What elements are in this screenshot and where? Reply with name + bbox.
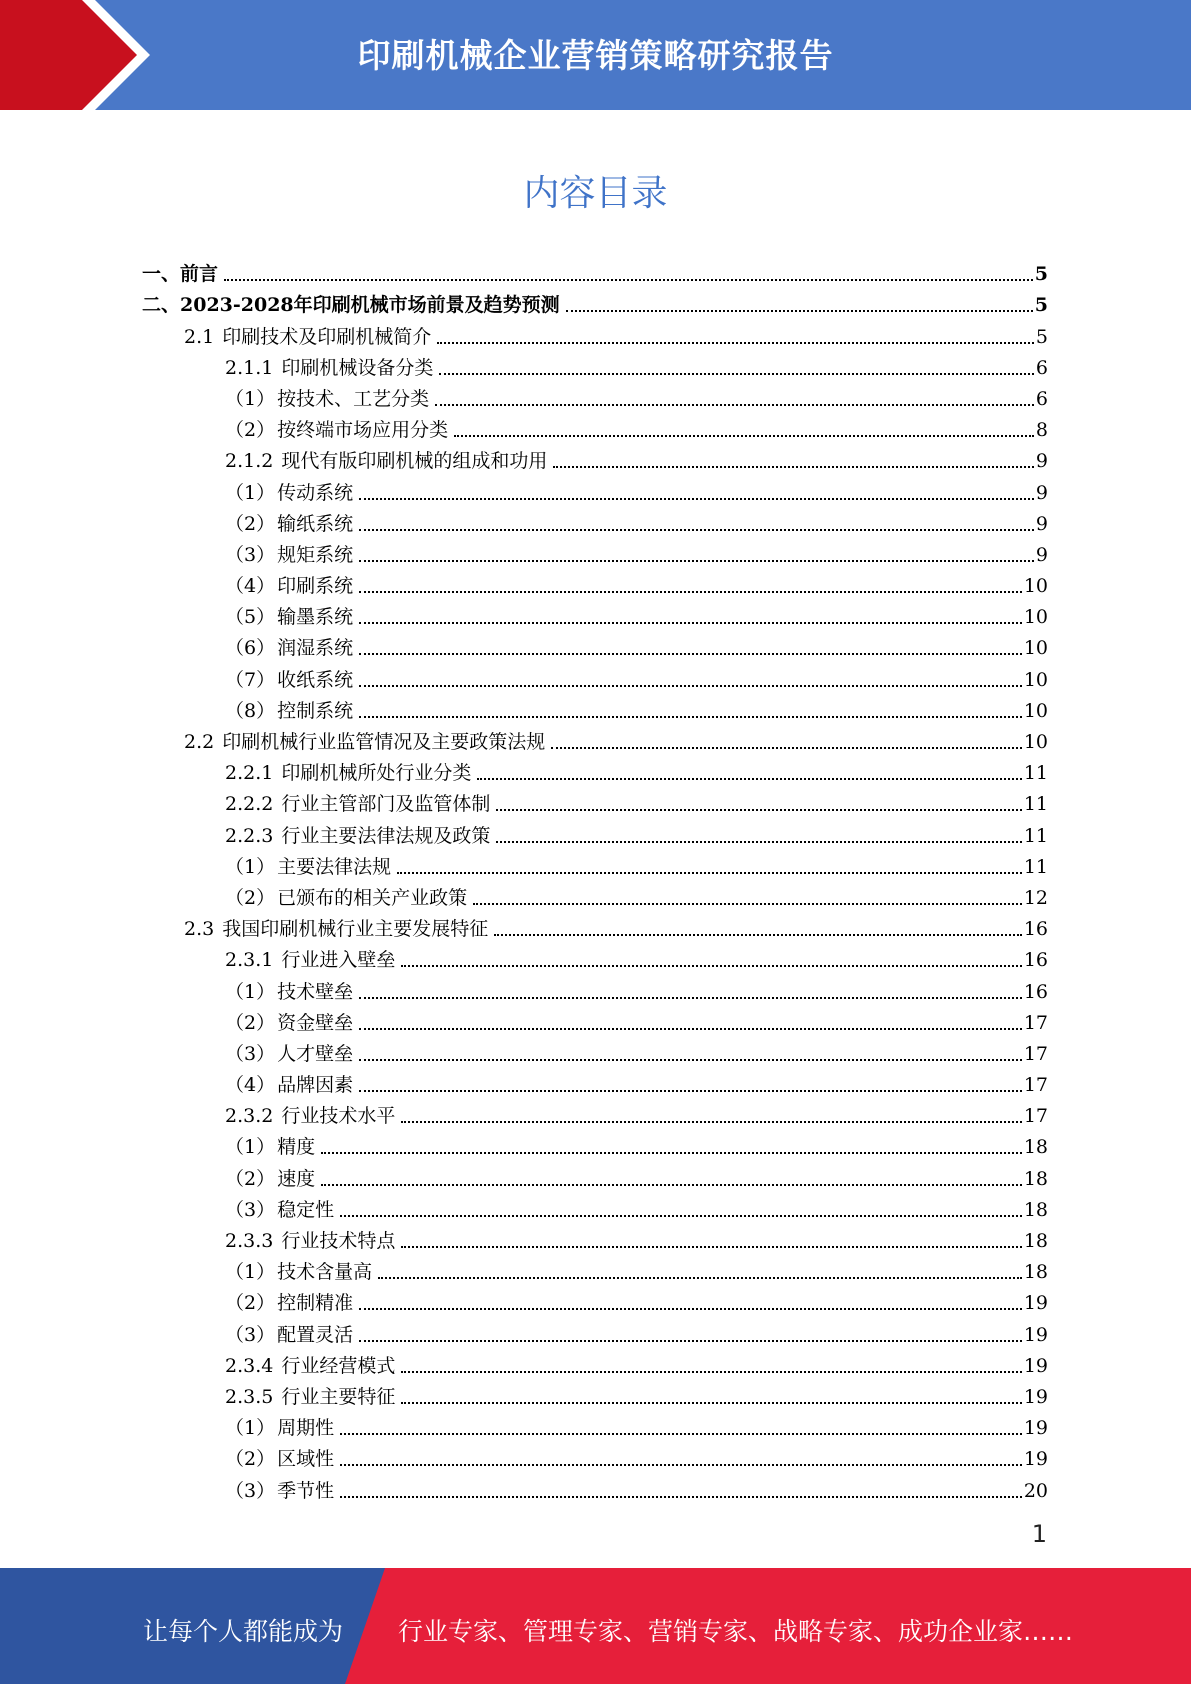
toc-entry-title: 按终端市场应用分类	[277, 419, 449, 442]
toc-entry[interactable]	[142, 1284, 1048, 1315]
toc-dot-leader	[439, 373, 1034, 375]
toc-entry-title: 主要法律法规	[277, 855, 392, 878]
toc-entry[interactable]	[142, 723, 1048, 754]
toc-entry-page: 10	[1023, 699, 1048, 722]
toc-entry[interactable]	[142, 879, 1048, 910]
page-header	[0, 0, 1191, 110]
toc-entry-page: 9	[1035, 481, 1048, 504]
toc-entry-title: 技术壁垒	[277, 980, 354, 1003]
toc-dot-leader	[359, 591, 1022, 593]
toc-entry[interactable]	[142, 349, 1048, 380]
toc-entry-page: 11	[1023, 855, 1048, 878]
toc-dot-leader	[359, 560, 1034, 562]
toc-dot-leader	[435, 404, 1034, 406]
toc-entry-page: 19	[1023, 1417, 1048, 1440]
toc-entry-number: （2）	[225, 1011, 276, 1034]
toc-entry-page: 11	[1023, 824, 1048, 847]
toc-dot-leader	[340, 1433, 1022, 1435]
toc-dot-leader	[401, 965, 1021, 967]
toc-dot-leader	[437, 342, 1034, 344]
toc-entry[interactable]	[142, 941, 1048, 972]
toc-entry[interactable]	[142, 411, 1048, 442]
toc-entry-title: 印刷系统	[277, 575, 354, 598]
toc-entry[interactable]	[142, 1315, 1048, 1346]
toc-entry-page: 17	[1023, 1011, 1048, 1034]
toc-entry-number: （3）	[225, 543, 276, 566]
toc-entry-page: 18	[1023, 1261, 1048, 1284]
toc-entry[interactable]	[142, 1066, 1048, 1097]
toc-dot-leader	[359, 1308, 1022, 1310]
toc-entry-title: 润湿系统	[277, 637, 354, 660]
toc-entry-title: 稳定性	[277, 1198, 335, 1221]
toc-entry-page: 18	[1023, 1136, 1048, 1159]
toc-entry-number: （7）	[225, 668, 276, 691]
toc-entry[interactable]	[142, 255, 1048, 286]
toc-entry-title: 已颁布的相关产业政策	[277, 886, 468, 909]
toc-dot-leader	[340, 1464, 1022, 1466]
toc-entry-page: 10	[1023, 668, 1048, 691]
table-of-contents	[142, 255, 1048, 1503]
toc-dot-leader	[401, 1402, 1021, 1404]
toc-entry[interactable]	[142, 848, 1048, 879]
toc-entry-number: （3）	[225, 1042, 276, 1065]
toc-entry-title: 印刷技术及印刷机械简介	[222, 325, 432, 348]
toc-entry-number: 2.1	[184, 325, 215, 348]
toc-entry-number: 2.3.5	[225, 1385, 274, 1408]
toc-dot-leader	[401, 1121, 1021, 1123]
toc-entry[interactable]	[142, 1222, 1048, 1253]
toc-entry-page: 20	[1023, 1479, 1048, 1502]
toc-entry-title: 区域性	[277, 1448, 335, 1471]
toc-entry[interactable]	[142, 816, 1048, 847]
toc-entry-title: 现代有版印刷机械的组成和功用	[281, 450, 548, 473]
toc-entry[interactable]	[142, 692, 1048, 723]
toc-dot-leader	[551, 747, 1022, 749]
toc-entry[interactable]	[142, 317, 1048, 348]
toc-entry[interactable]	[142, 1378, 1048, 1409]
toc-dot-leader	[359, 653, 1022, 655]
toc-entry-number: 2.3	[184, 918, 215, 941]
toc-entry-page: 5	[1034, 294, 1048, 317]
toc-entry-title: 精度	[277, 1136, 316, 1159]
toc-entry-title: 二、2023-2028年印刷机械市场前景及趋势预测	[142, 294, 560, 317]
toc-entry-page: 18	[1023, 1198, 1048, 1221]
toc-entry-page: 19	[1023, 1292, 1048, 1315]
toc-entry-page: 19	[1023, 1323, 1048, 1346]
footer-slogan-left: 让每个人都能成为	[143, 1617, 344, 1646]
toc-entry-number: （1）	[225, 1136, 276, 1159]
toc-entry-title: 传动系统	[277, 481, 354, 504]
toc-entry-page: 8	[1035, 419, 1048, 442]
toc-entry-page: 19	[1023, 1448, 1048, 1471]
toc-entry[interactable]	[142, 754, 1048, 785]
toc-dot-leader	[321, 1152, 1022, 1154]
toc-entry-number: （1）	[225, 980, 276, 1003]
toc-entry-title: 控制系统	[277, 699, 354, 722]
toc-entry-number: 2.1.1	[225, 356, 274, 379]
toc-entry-number: （8）	[225, 699, 276, 722]
toc-entry-number: （3）	[225, 1479, 276, 1502]
toc-entry-title: 印刷机械设备分类	[281, 356, 434, 379]
toc-entry-number: 2.2.3	[225, 824, 274, 847]
toc-entry-title: 技术含量高	[277, 1261, 373, 1284]
toc-entry-title: 品牌因素	[277, 1074, 354, 1097]
toc-dot-leader	[359, 529, 1034, 531]
toc-dot-leader	[477, 778, 1021, 780]
toc-entry[interactable]	[142, 1440, 1048, 1471]
toc-entry-page: 10	[1023, 575, 1048, 598]
toc-entry-number: 2.1.2	[225, 450, 274, 473]
report-title: 印刷机械企业营销策略研究报告	[357, 36, 834, 75]
toc-entry-title: 行业主要法律法规及政策	[281, 824, 491, 847]
toc-dot-leader	[340, 1215, 1022, 1217]
toc-entry-title: 行业主管部门及监管体制	[281, 793, 491, 816]
toc-entry-number: （3）	[225, 1198, 276, 1221]
toc-entry-number: （5）	[225, 606, 276, 629]
toc-entry-page: 5	[1035, 325, 1048, 348]
toc-entry-title: 输纸系统	[277, 512, 354, 535]
toc-entry-number: （2）	[225, 1292, 276, 1315]
toc-entry[interactable]	[142, 1471, 1048, 1502]
toc-dot-leader	[321, 1184, 1022, 1186]
toc-entry-title: 规矩系统	[277, 543, 354, 566]
toc-entry[interactable]	[142, 660, 1048, 691]
toc-entry-page: 9	[1035, 512, 1048, 535]
toc-entry-page: 5	[1034, 263, 1048, 286]
toc-entry-number: （4）	[225, 575, 276, 598]
toc-entry-number: （2）	[225, 419, 276, 442]
toc-entry-page: 17	[1023, 1042, 1048, 1065]
toc-entry-number: 2.3.2	[225, 1105, 274, 1128]
toc-entry-number: （2）	[225, 1448, 276, 1471]
toc-entry[interactable]	[142, 598, 1048, 629]
toc-dot-leader	[494, 934, 1022, 936]
toc-entry[interactable]	[142, 1253, 1048, 1284]
toc-dot-leader	[359, 716, 1022, 718]
toc-dot-leader	[496, 809, 1021, 811]
toc-entry-number: （1）	[225, 387, 276, 410]
toc-dot-leader	[359, 1059, 1022, 1061]
toc-entry-number: （1）	[225, 1417, 276, 1440]
toc-entry-title: 印刷机械所处行业分类	[281, 762, 472, 785]
toc-entry[interactable]	[142, 536, 1048, 567]
toc-entry-page: 10	[1023, 731, 1048, 753]
toc-heading: 内容目录	[523, 173, 668, 214]
toc-entry-page: 10	[1023, 606, 1048, 629]
toc-dot-leader	[340, 1496, 1022, 1498]
toc-entry-title: 行业经营模式	[281, 1354, 396, 1377]
toc-dot-leader	[359, 997, 1022, 999]
toc-entry-number: （2）	[225, 512, 276, 535]
toc-entry[interactable]	[142, 1159, 1048, 1190]
toc-entry[interactable]	[142, 1035, 1048, 1066]
toc-entry-title: 人才壁垒	[277, 1042, 354, 1065]
toc-entry-page: 11	[1023, 793, 1048, 816]
toc-entry-page: 17	[1023, 1074, 1048, 1097]
footer-slogan-right: 行业专家、管理专家、营销专家、战略专家、成功企业家……	[398, 1617, 1074, 1646]
toc-entry-page: 16	[1023, 980, 1048, 1003]
toc-entry[interactable]	[142, 473, 1048, 504]
toc-entry-title: 速度	[277, 1167, 316, 1190]
toc-entry-number: （2）	[225, 1167, 276, 1190]
toc-dot-leader	[397, 872, 1022, 874]
toc-entry[interactable]	[142, 1097, 1048, 1128]
toc-entry-number: （2）	[225, 886, 276, 909]
toc-entry[interactable]	[142, 1347, 1048, 1378]
toc-entry-title: 按技术、工艺分类	[277, 387, 430, 410]
toc-dot-leader	[454, 435, 1034, 437]
toc-entry-number: （1）	[225, 481, 276, 504]
toc-entry-page: 16	[1023, 918, 1048, 941]
toc-dot-leader	[359, 622, 1022, 624]
toc-entry-number: 2.3.3	[225, 1230, 274, 1252]
toc-entry-page: 19	[1023, 1354, 1048, 1377]
toc-entry-title: 印刷机械行业监管情况及主要政策法规	[222, 731, 546, 753]
toc-entry[interactable]	[142, 286, 1048, 317]
toc-dot-leader	[359, 1028, 1022, 1030]
page-footer	[0, 1568, 1191, 1684]
toc-entry-page: 9	[1035, 543, 1048, 566]
toc-dot-leader	[359, 498, 1034, 500]
toc-dot-leader	[401, 1371, 1021, 1373]
toc-entry-page: 19	[1023, 1385, 1048, 1408]
toc-entry-title: 我国印刷机械行业主要发展特征	[222, 918, 489, 941]
toc-entry[interactable]	[142, 567, 1048, 598]
toc-entry[interactable]	[142, 1409, 1048, 1440]
toc-entry[interactable]	[142, 629, 1048, 660]
toc-entry-title: 收纸系统	[277, 668, 354, 691]
toc-entry[interactable]	[142, 380, 1048, 411]
page-number: 1	[1031, 1520, 1047, 1548]
toc-entry-title: 周期性	[277, 1417, 335, 1440]
toc-entry-page: 9	[1035, 450, 1048, 473]
toc-entry-title: 输墨系统	[277, 606, 354, 629]
toc-dot-leader	[359, 1090, 1022, 1092]
toc-entry-number: 2.3.4	[225, 1354, 274, 1377]
toc-entry-page: 18	[1023, 1167, 1048, 1190]
toc-entry-number: 2.2.2	[225, 793, 274, 816]
toc-entry[interactable]	[142, 1004, 1048, 1035]
toc-entry[interactable]	[142, 442, 1048, 473]
toc-dot-leader	[566, 310, 1033, 312]
toc-entry-page: 17	[1023, 1105, 1048, 1128]
toc-entry[interactable]	[142, 1191, 1048, 1222]
toc-entry-number: （3）	[225, 1323, 276, 1346]
toc-entry-title: 行业进入壁垒	[281, 949, 396, 972]
toc-entry-number: （1）	[225, 855, 276, 878]
toc-entry[interactable]	[142, 972, 1048, 1003]
toc-entry-title: 资金壁垒	[277, 1011, 354, 1034]
toc-dot-leader	[359, 685, 1022, 687]
toc-dot-leader	[359, 1340, 1022, 1342]
toc-dot-leader	[553, 466, 1034, 468]
toc-dot-leader	[401, 1246, 1021, 1248]
toc-dot-leader	[496, 841, 1021, 843]
toc-entry[interactable]	[142, 785, 1048, 816]
toc-entry[interactable]	[142, 910, 1048, 941]
toc-entry-title: 控制精准	[277, 1292, 354, 1315]
toc-entry-page: 11	[1023, 762, 1048, 785]
toc-entry-title: 配置灵活	[277, 1323, 354, 1346]
toc-entry-title: 行业技术特点	[281, 1230, 396, 1252]
toc-entry-page: 18	[1023, 1230, 1048, 1252]
toc-entry-page: 12	[1023, 886, 1048, 909]
toc-entry-title: 一、前言	[142, 263, 219, 286]
toc-entry-title: 季节性	[277, 1479, 335, 1502]
toc-entry[interactable]	[142, 505, 1048, 536]
toc-entry-number: 2.2	[184, 731, 215, 753]
toc-entry-number: （4）	[225, 1074, 276, 1097]
toc-dot-leader	[378, 1277, 1022, 1279]
toc-dot-leader	[473, 903, 1022, 905]
toc-entry[interactable]	[142, 1128, 1048, 1159]
toc-entry-number: 2.3.1	[225, 949, 274, 972]
toc-entry-page: 16	[1023, 949, 1048, 972]
toc-entry-page: 6	[1035, 387, 1048, 410]
toc-entry-page: 10	[1023, 637, 1048, 660]
toc-entry-number: （1）	[225, 1261, 276, 1284]
toc-entry-number: 2.2.1	[225, 762, 274, 785]
toc-entry-number: （6）	[225, 637, 276, 660]
toc-entry-title: 行业技术水平	[281, 1105, 396, 1128]
toc-dot-leader	[224, 279, 1033, 281]
toc-entry-page: 6	[1035, 356, 1048, 379]
toc-entry-title: 行业主要特征	[281, 1385, 396, 1408]
